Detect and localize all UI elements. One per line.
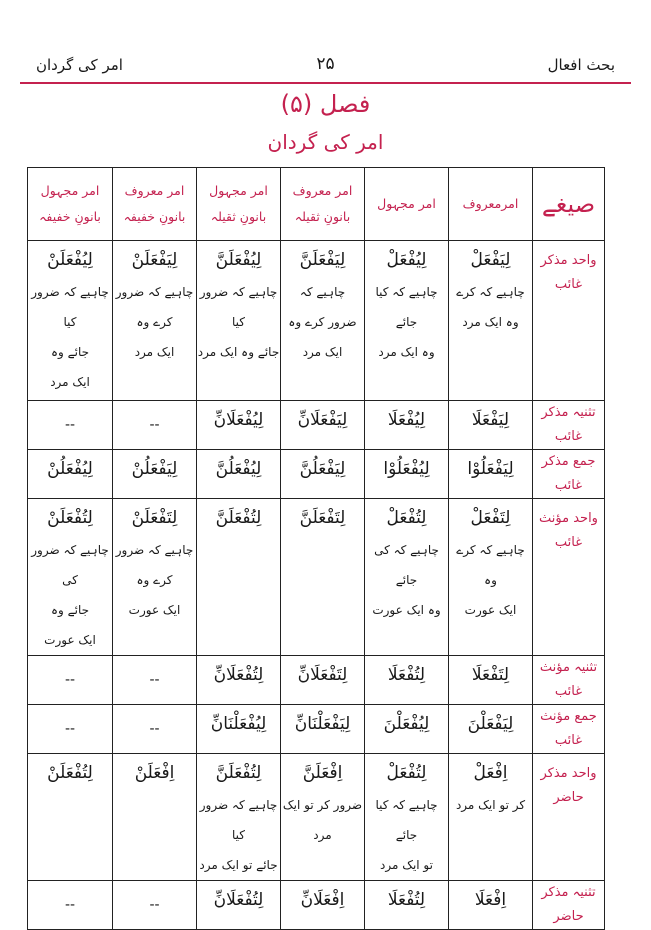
table-cell <box>28 754 113 881</box>
verb-form: لِتُفْعَلَا <box>387 890 426 910</box>
meaning-line: چاہیے کہ کرے وہ <box>456 543 525 587</box>
table-row <box>28 401 605 450</box>
meaning-line: ایک مرد <box>134 345 175 359</box>
header-divider <box>20 82 631 84</box>
meaning-line: ایک عورت <box>464 603 517 617</box>
verb-form: لِیَفْعَلُوْا <box>467 459 514 479</box>
verb-form: اِفْعَلَا <box>474 890 507 910</box>
verb-form: لِتُفْعَلْ <box>386 508 427 528</box>
verb-form: اِفْعَلَانِّ <box>300 890 345 910</box>
table-cell <box>365 705 449 754</box>
table-cell <box>113 450 197 499</box>
verb-form: لِتَفْعَلَنَّ <box>299 508 346 528</box>
meaning-line: وہ ایک مرد <box>378 345 435 359</box>
table-body <box>28 241 605 930</box>
empty-dash: -- <box>64 417 76 433</box>
header-cell-forms <box>533 168 605 241</box>
table-cell <box>449 754 533 881</box>
header-line: امرمعروف <box>462 196 519 211</box>
verb-form: اِفْعَلَنْ <box>134 763 175 783</box>
meaning-line: جائے وہ <box>50 345 90 359</box>
verb-form: لِیُفْعَلَانِّ <box>213 410 264 430</box>
table-cell <box>449 881 533 930</box>
meaning-line: ضرور کر تو ایک مرد <box>282 798 363 842</box>
meaning-line: چاہیے کہ ضرور <box>115 543 194 557</box>
row-label: واحد مؤنث غائب <box>533 499 605 656</box>
table-cell <box>365 241 449 401</box>
table-cell <box>113 656 197 705</box>
row-label: جمع مؤنث غائب <box>533 705 605 754</box>
table-cell <box>449 241 533 401</box>
table-cell <box>197 499 281 656</box>
verb-form: لِتُفْعَلْ <box>386 763 427 783</box>
table-cell <box>449 499 533 656</box>
header-line: بانونِ خفیفہ <box>39 209 101 224</box>
verb-form: لِیَفْعَلْ <box>470 250 511 270</box>
verb-form: لِیُفْعَلْنَانِّ <box>210 714 267 734</box>
header-line: بانونِ خفیفہ <box>123 209 186 224</box>
page-number: ۲۵ <box>316 54 335 74</box>
header-cell <box>281 168 365 241</box>
verb-form: لِیُفْعَلُنْ <box>47 459 93 479</box>
table-cell <box>449 401 533 450</box>
verb-form: لِتُفْعَلَانِّ <box>213 890 264 910</box>
table-row <box>28 656 605 705</box>
verb-form: لِیَفْعَلُنْ <box>131 459 178 479</box>
verb-form: لِیَفْعَلَا <box>471 410 510 430</box>
verb-form: لِتُفْعَلَنْ <box>47 508 93 528</box>
table-cell <box>365 754 449 881</box>
table-cell <box>449 656 533 705</box>
meaning-line: تو ایک مرد <box>380 858 433 872</box>
verb-form: لِتُفْعَلَا <box>387 665 426 685</box>
table-row <box>28 705 605 754</box>
meaning-line: کر تو ایک مرد <box>455 798 526 812</box>
verb-form: لِتَفْعَلْ <box>470 508 511 528</box>
conjugation-table <box>27 167 605 930</box>
header-line: بانونِ ثقیلہ <box>210 209 267 224</box>
table-cell <box>28 241 113 401</box>
table-cell <box>28 881 113 930</box>
table-row <box>28 241 605 401</box>
table-row <box>28 499 605 656</box>
meaning-line: ایک عورت <box>128 603 181 617</box>
meaning-line: جائے وہ <box>50 603 90 617</box>
verb-form: لِیُفْعَلَنْ <box>47 250 93 270</box>
verb-form: لِتُفْعَلَنَّ <box>215 508 262 528</box>
chapter-title: فصل (۵) <box>280 90 371 118</box>
meaning-line: چاہیے کہ کیا جائے <box>375 798 438 842</box>
table-header-row <box>28 168 605 241</box>
verb-form: لِیَفْعَلْنَانِّ <box>294 714 351 734</box>
header-line: امر معروف <box>124 183 185 198</box>
verb-form: لِتَفْعَلَا <box>471 665 510 685</box>
header-cell <box>449 168 533 241</box>
meaning-line: ایک مرد <box>50 375 90 389</box>
table-cell <box>197 881 281 930</box>
meaning-line: چاہیے کہ کیا جائے <box>375 285 438 329</box>
meaning-line: چاہیے کہ ضرور کیا <box>31 285 109 329</box>
table-cell <box>197 656 281 705</box>
verb-form: اِفْعَلَنَّ <box>302 763 343 783</box>
table-cell <box>28 656 113 705</box>
verb-form: لِتُفْعَلَنَّ <box>215 763 262 783</box>
row-label: واحد مذکر حاضر <box>533 754 605 881</box>
meaning-line: چاہیے کہ کی جائے <box>374 543 439 587</box>
meaning-line: ضرور کرے وہ <box>288 315 357 329</box>
verb-form: لِیُفْعَلْ <box>386 250 427 270</box>
verb-form: لِتَفْعَلَانِّ <box>297 665 348 685</box>
table-cell <box>197 241 281 401</box>
meaning-line: چاہیے کہ ضرور کیا <box>199 285 278 329</box>
verb-form: لِیُفْعَلْنَ <box>383 714 430 734</box>
meaning-line: چاہیے کہ کرے <box>456 285 525 299</box>
header-cell <box>197 168 281 241</box>
header-line: امر مجہول <box>40 183 100 198</box>
table-cell <box>281 241 365 401</box>
meaning-line: چاہیے کہ ضرور کی <box>31 543 109 587</box>
meaning-line: ایک عورت <box>44 633 96 647</box>
verb-form: لِتَفْعَلَنْ <box>131 508 178 528</box>
empty-dash: -- <box>64 721 76 737</box>
header-cell <box>28 168 113 241</box>
meaning-line: جائے تو ایک مرد <box>199 858 278 872</box>
verb-form: لِیُفْعَلُنَّ <box>215 459 262 479</box>
empty-dash: -- <box>149 897 160 913</box>
table-row <box>28 754 605 881</box>
table-cell <box>197 450 281 499</box>
meaning-line: جائے وہ ایک مرد <box>197 345 280 359</box>
verb-form: لِیُفْعَلَنَّ <box>215 250 262 270</box>
empty-dash: -- <box>149 721 160 737</box>
table-cell <box>281 656 365 705</box>
table-cell <box>113 881 197 930</box>
table-row <box>28 881 605 930</box>
table-cell <box>113 241 197 401</box>
table-cell <box>449 705 533 754</box>
empty-dash: -- <box>64 897 76 913</box>
meaning-line: کرے وہ <box>136 315 173 329</box>
table-cell <box>365 656 449 705</box>
verb-form: لِیَفْعَلْنَ <box>467 714 514 734</box>
header-line: امر مجہول <box>209 183 268 198</box>
table-cell <box>28 499 113 656</box>
table-cell <box>365 450 449 499</box>
header-line: صیغے <box>541 190 596 218</box>
row-label: واحد مذکر غائب <box>533 241 605 401</box>
verb-form: لِیُفْعَلَا <box>387 410 426 430</box>
header-line: امر مجہول <box>377 196 436 211</box>
table-cell <box>449 450 533 499</box>
table-cell <box>197 754 281 881</box>
header-cell <box>365 168 449 241</box>
meaning-line: ایک مرد <box>302 345 343 359</box>
empty-dash: -- <box>64 672 76 688</box>
verb-form: لِیُفْعَلُوْا <box>383 459 430 479</box>
table-cell <box>281 450 365 499</box>
header-book-title: بحث افعال <box>547 56 615 74</box>
table-cell <box>28 450 113 499</box>
table-row <box>28 450 605 499</box>
table-cell <box>113 705 197 754</box>
verb-form: لِتُفْعَلَنْ <box>47 763 93 783</box>
table-cell <box>197 705 281 754</box>
verb-form: اِفْعَلْ <box>473 763 508 783</box>
meaning-line: وہ ایک مرد <box>462 315 519 329</box>
empty-dash: -- <box>149 417 160 433</box>
table-cell <box>281 499 365 656</box>
table-cell <box>281 401 365 450</box>
verb-form: لِیَفْعَلَنْ <box>131 250 178 270</box>
table-cell <box>281 754 365 881</box>
empty-dash: -- <box>149 672 160 688</box>
row-label: جمع مذکر غائب <box>533 450 605 499</box>
meaning-line: کرے وہ <box>136 573 173 587</box>
meaning-line: وہ ایک عورت <box>372 603 441 617</box>
table-cell <box>281 881 365 930</box>
table-cell <box>113 499 197 656</box>
table-cell <box>281 705 365 754</box>
verb-form: لِیَفْعَلَنَّ <box>299 250 346 270</box>
row-label: تثنیہ مؤنث غائب <box>533 656 605 705</box>
table-cell <box>113 754 197 881</box>
verb-form: لِتُفْعَلَانِّ <box>213 665 264 685</box>
meaning-line: چاہیے کہ ضرور <box>115 285 194 299</box>
verb-form: لِیَفْعَلُنَّ <box>299 459 346 479</box>
table-cell <box>365 401 449 450</box>
header-cell <box>113 168 197 241</box>
meaning-line: چاہیے کہ <box>299 285 346 299</box>
table-cell <box>365 881 449 930</box>
table-cell <box>28 705 113 754</box>
meaning-line: چاہیے کہ ضرور کیا <box>199 798 278 842</box>
header-chapter-title: امر کی گردان <box>36 56 123 74</box>
table-cell <box>28 401 113 450</box>
table-cell <box>113 401 197 450</box>
header-line: امر معروف <box>292 183 353 198</box>
verb-form: لِیَفْعَلَانِّ <box>297 410 348 430</box>
table-cell <box>365 499 449 656</box>
row-label: تثنیہ مذکر غائب <box>533 401 605 450</box>
table-cell <box>197 401 281 450</box>
section-title: امر کی گردان <box>267 130 384 154</box>
header-line: بانونِ ثقیلہ <box>294 209 351 224</box>
row-label: تثنیہ مذکر حاضر <box>533 881 605 930</box>
